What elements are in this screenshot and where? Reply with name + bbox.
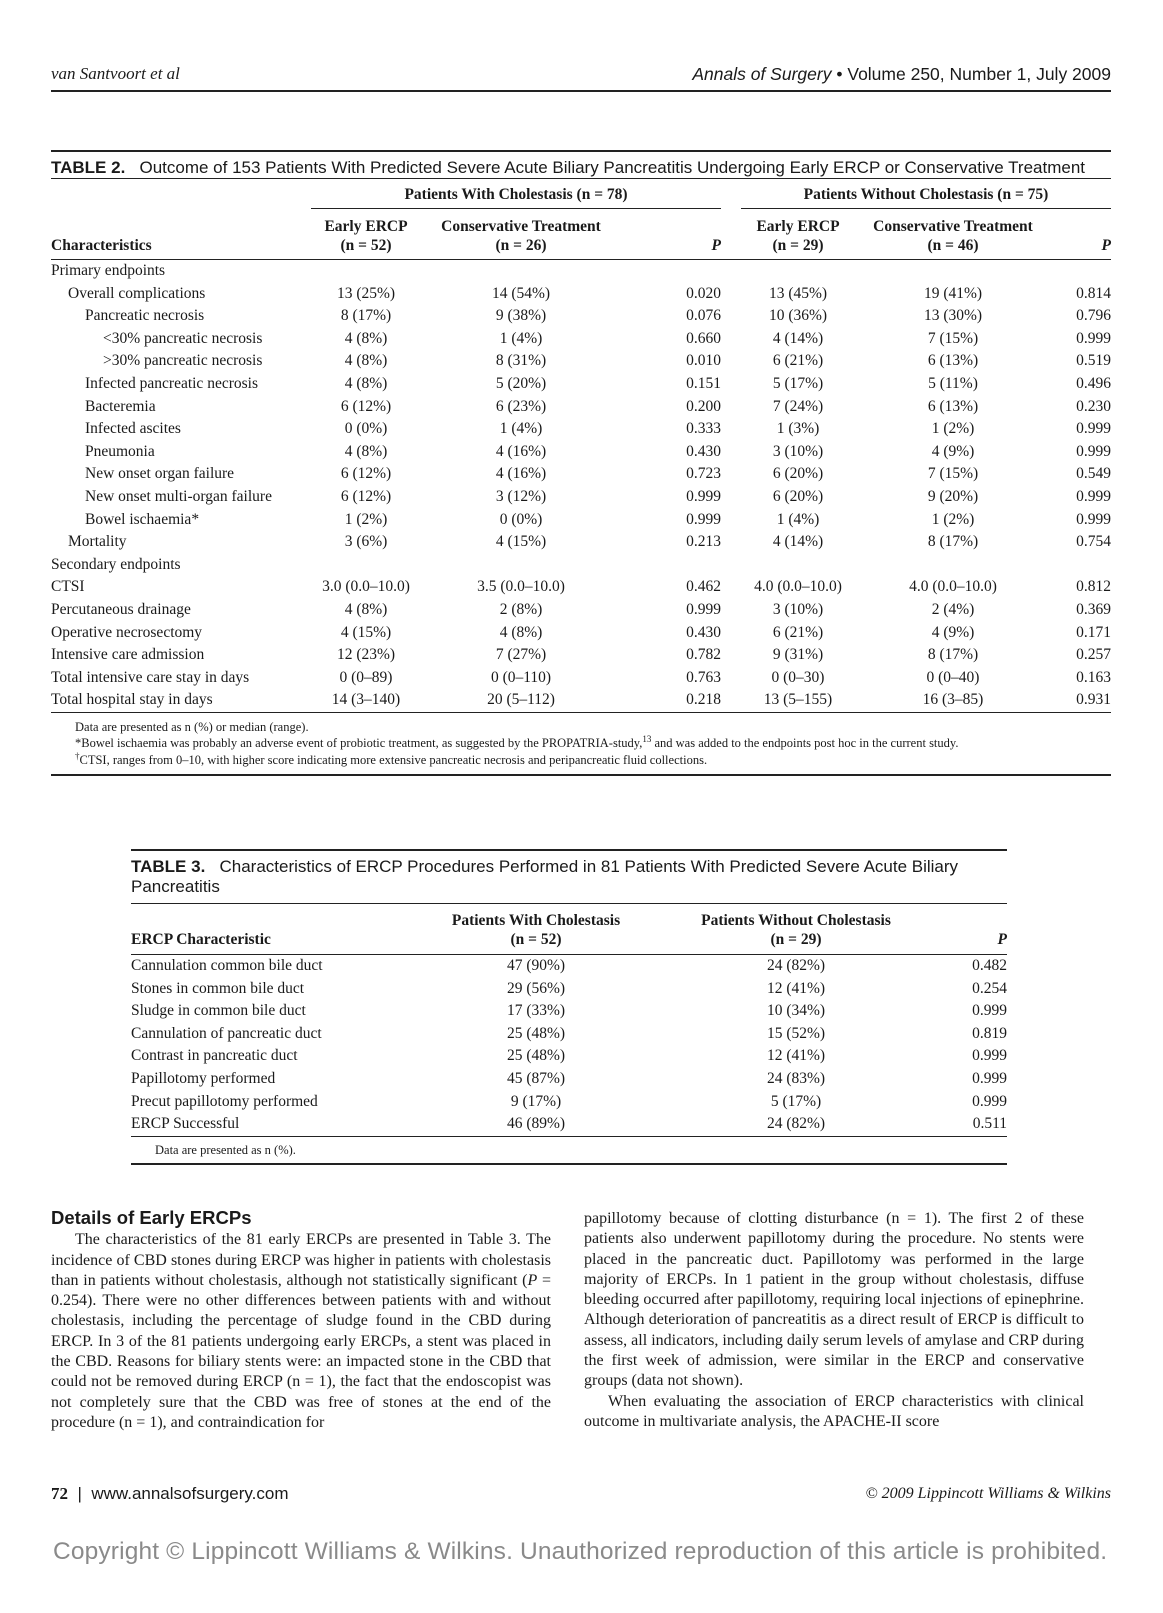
table-2-title: Outcome of 153 Patients With Predicted Severe Acute Biliary Pancreatitis Undergoing Early ERCP or Conservative Treatment xyxy=(139,158,1086,177)
row-label: Bowel ischaemia* xyxy=(85,510,200,528)
table-cell: 1 (4%) xyxy=(499,420,543,438)
table-cell: 0.333 xyxy=(686,420,721,438)
table-row xyxy=(131,978,1007,1001)
table-3-grid xyxy=(131,903,1007,1136)
table-cell: 46 (89%) xyxy=(506,1115,566,1133)
table-cell: 5 (17%) xyxy=(770,1092,822,1110)
table-cell xyxy=(741,260,855,283)
table-cell: 0.819 xyxy=(972,1024,1007,1042)
table-cell: 24 (82%) xyxy=(766,957,826,974)
row-label: Cannulation of pancreatic duct xyxy=(131,1024,322,1042)
row-label: Mortality xyxy=(68,533,127,551)
table-cell: 0 (0–110) xyxy=(490,668,552,686)
table-cell: 9 (31%) xyxy=(772,646,824,664)
table-2-col-conservative-1: Conservative Treatment (n = 26) xyxy=(441,218,601,254)
table-cell: 8 (31%) xyxy=(495,352,547,370)
table-row xyxy=(51,554,1111,577)
table-cell: 0.999 xyxy=(1076,510,1111,528)
table-cell: 0.369 xyxy=(1076,600,1111,618)
table-cell: 0.763 xyxy=(686,668,721,686)
section-heading: Details of Early ERCPs xyxy=(51,1207,252,1228)
table-2-col-conservative-2: Conservative Treatment (n = 46) xyxy=(873,218,1033,254)
row-label: <30% pancreatic necrosis xyxy=(103,329,263,347)
table-cell: 12 (23%) xyxy=(336,646,396,664)
table-row xyxy=(131,955,1007,978)
row-label: Primary endpoints xyxy=(51,262,166,279)
table-cell: 0.430 xyxy=(686,623,721,641)
table-cell: 0.660 xyxy=(686,329,721,347)
table-3-footnotes xyxy=(131,1136,1007,1166)
right-paragraph-1: papillotomy because of clotting disturbance (n = 1). The first 2 of these patients also underwent papillotomy during the procedure. No stents were placed in the pancreatic duct. Papillotomy was performed in the large majority of ERCPs. In 1 patient in the group without cholestasis, diffuse bleeding occurred after papillotomy, requiring local injections of epinephrine. Although deterioration of pancreatitis as a direct result of ERCP is difficult to assess, all indicators, including daily serum levels of amylase and CRP during the first week of admission, were similar in the ERCP and conservative groups (data not shown). xyxy=(584,1210,1084,1390)
row-label: Papillotomy performed xyxy=(131,1069,276,1087)
table-cell: 4 (8%) xyxy=(344,374,388,392)
table-cell: 17 (33%) xyxy=(506,1002,566,1020)
table-cell: 0.254 xyxy=(972,979,1007,997)
table-2-note-ctsi: †CTSI, ranges from 0–10, with higher score indicating more extensive pancreatic necrosis and peripancreatic fluid collections. xyxy=(75,750,708,767)
table-row xyxy=(51,576,1111,599)
table-2-group-no-cholestasis: Patients Without Cholestasis (n = 75) xyxy=(741,179,1111,209)
table-cell: 0.999 xyxy=(972,1002,1007,1020)
table-cell: 4 (8%) xyxy=(499,623,543,641)
table-cell: 4 (14%) xyxy=(772,329,824,347)
row-label: Sludge in common bile duct xyxy=(131,1002,306,1020)
table-cell: 12 (41%) xyxy=(766,979,826,997)
table-cell: 13 (25%) xyxy=(336,284,396,302)
table-cell: 25 (48%) xyxy=(506,1024,566,1042)
table-cell: 7 (15%) xyxy=(927,465,979,483)
table-row xyxy=(51,305,1111,328)
table-2-grid xyxy=(51,178,1111,712)
table-cell: 4 (16%) xyxy=(495,442,547,460)
table-cell: 0.999 xyxy=(972,1092,1007,1110)
row-label: Total hospital stay in days xyxy=(51,691,213,709)
table-cell: 0.999 xyxy=(1076,329,1111,347)
row-label: Percutaneous drainage xyxy=(51,600,191,618)
row-label: CTSI xyxy=(51,578,85,596)
row-label: Pancreatic necrosis xyxy=(85,307,205,325)
table-cell: 14 (3–140) xyxy=(331,691,401,709)
table-2-col-early-ercp-2: Early ERCP (n = 29) xyxy=(756,218,840,254)
table-row xyxy=(51,283,1111,306)
table-cell: 47 (90%) xyxy=(506,957,566,974)
table-cell: 24 (82%) xyxy=(766,1115,826,1133)
table-row xyxy=(51,531,1111,554)
table-3-title: Characteristics of ERCP Procedures Performed in 81 Patients With Predicted Severe Acute Biliary Pancreatitis xyxy=(131,857,959,896)
table-row xyxy=(51,599,1111,622)
table-cell: 4 (8%) xyxy=(344,329,388,347)
table-2 xyxy=(51,150,1111,776)
table-cell: 6 (20%) xyxy=(772,487,824,505)
table-cell: 0 (0–89) xyxy=(339,668,393,686)
table-cell: 0.723 xyxy=(686,465,721,483)
running-header xyxy=(51,62,1111,92)
table-row xyxy=(51,350,1111,373)
table-cell: 0.812 xyxy=(1076,578,1111,596)
table-cell: 3.0 (0.0–10.0) xyxy=(322,578,410,596)
table-cell: 0.999 xyxy=(686,510,721,528)
table-cell: 0.511 xyxy=(972,1115,1007,1133)
table-cell: 0 (0%) xyxy=(499,510,543,528)
table-cell: 2 (4%) xyxy=(931,600,975,618)
table-cell xyxy=(621,554,721,577)
table-row xyxy=(51,486,1111,509)
row-label: Secondary endpoints xyxy=(51,555,181,573)
table-cell: 0 (0–40) xyxy=(926,668,980,686)
table-cell: 10 (36%) xyxy=(768,307,828,325)
table-row xyxy=(51,463,1111,486)
table-cell: 14 (54%) xyxy=(491,284,551,302)
table-cell: 0.462 xyxy=(686,578,721,596)
table-3-label: TABLE 3. xyxy=(131,857,206,876)
table-cell xyxy=(855,554,1051,577)
left-column xyxy=(51,1208,551,1433)
table-cell: 6 (13%) xyxy=(927,352,979,370)
row-label: Total intensive care stay in days xyxy=(51,668,250,686)
row-label: Intensive care admission xyxy=(51,646,205,664)
table-cell: 4 (8%) xyxy=(344,352,388,370)
table-cell xyxy=(311,260,421,283)
footer-separator: | xyxy=(77,1484,82,1503)
table-cell xyxy=(421,554,621,577)
row-label: Stones in common bile duct xyxy=(131,979,305,997)
table-2-col-p-1: P xyxy=(711,237,721,254)
table-cell: 13 (30%) xyxy=(923,307,983,325)
table-cell xyxy=(1051,554,1111,577)
table-cell: 1 (2%) xyxy=(931,420,975,438)
table-row xyxy=(51,644,1111,667)
journal-name: Annals of Surgery xyxy=(692,64,832,84)
table-row xyxy=(51,328,1111,351)
table-cell xyxy=(1051,260,1111,283)
table-cell: 3 (10%) xyxy=(772,442,824,460)
table-cell: 2 (8%) xyxy=(499,600,543,618)
table-cell xyxy=(855,260,1051,283)
table-row xyxy=(131,1000,1007,1023)
table-cell xyxy=(421,260,621,283)
journal-issue: Volume 250, Number 1, July 2009 xyxy=(847,64,1111,84)
footer-copyright: © 2009 Lippincott Williams & Wilkins xyxy=(865,1485,1111,1502)
table-cell: 0.999 xyxy=(686,487,721,505)
table-cell: 5 (17%) xyxy=(772,374,824,392)
table-cell: 13 (45%) xyxy=(768,284,828,302)
right-paragraph-2: When evaluating the association of ERCP characteristics with clinical outcome in multivariate analysis, the APACHE-II score xyxy=(584,1392,1084,1430)
table-cell: 0.999 xyxy=(972,1069,1007,1087)
table-cell: 5 (11%) xyxy=(928,374,978,392)
row-label: >30% pancreatic necrosis xyxy=(103,352,263,370)
footer-page-info xyxy=(51,1484,288,1504)
table-cell: 45 (87%) xyxy=(506,1069,566,1087)
table-row xyxy=(51,418,1111,441)
footer-website: www.annalsofsurgery.com xyxy=(91,1484,289,1503)
right-column xyxy=(584,1209,1084,1432)
table-cell: 4 (14%) xyxy=(772,533,824,551)
row-label: Bacteremia xyxy=(85,397,156,415)
table-row xyxy=(51,622,1111,645)
table-cell: 7 (27%) xyxy=(495,646,547,664)
row-label: New onset organ failure xyxy=(85,465,235,483)
table-3-col-with-cholestasis: Patients With Cholestasis (n = 52) xyxy=(451,912,621,948)
table-row xyxy=(51,396,1111,419)
table-cell: 20 (5–112) xyxy=(487,691,555,709)
table-cell: 0.999 xyxy=(686,600,721,618)
row-label: Cannulation common bile duct xyxy=(131,957,323,974)
table-cell: 0.482 xyxy=(972,957,1007,974)
table-2-col-early-ercp-1: Early ERCP (n = 52) xyxy=(324,218,408,254)
table-cell: 3 (6%) xyxy=(344,533,388,551)
table-cell: 13 (5–155) xyxy=(763,691,833,709)
table-cell: 0.519 xyxy=(1076,352,1111,370)
table-cell: 7 (24%) xyxy=(772,397,824,415)
table-cell: 6 (13%) xyxy=(927,397,979,415)
table-cell: 6 (21%) xyxy=(772,352,824,370)
page-number: 72 xyxy=(51,1484,68,1503)
table-cell: 4 (8%) xyxy=(344,600,388,618)
table-cell: 0.931 xyxy=(1076,691,1111,709)
table-3 xyxy=(131,849,1007,1165)
table-cell: 16 (3–85) xyxy=(922,691,984,709)
table-2-group-cholestasis: Patients With Cholestasis (n = 78) xyxy=(311,179,721,209)
table-cell: 0.257 xyxy=(1076,646,1111,664)
row-label: Pneumonia xyxy=(85,442,155,460)
table-cell: 0.218 xyxy=(686,691,721,709)
table-row xyxy=(51,689,1111,712)
table-cell: 0.430 xyxy=(686,442,721,460)
table-cell: 0.010 xyxy=(686,352,721,370)
table-cell: 6 (12%) xyxy=(340,397,392,415)
table-2-note-data: Data are presented as n (%) or median (range). xyxy=(75,719,309,734)
table-cell: 3 (10%) xyxy=(772,600,824,618)
table-3-note-data: Data are presented as n (%). xyxy=(155,1142,296,1157)
table-cell xyxy=(621,260,721,283)
table-cell: 9 (17%) xyxy=(510,1092,562,1110)
table-2-footnotes xyxy=(51,712,1111,777)
table-cell: 0.076 xyxy=(686,307,721,325)
table-3-col-without-cholestasis: Patients Without Cholestasis (n = 29) xyxy=(701,912,891,948)
row-label: Contrast in pancreatic duct xyxy=(131,1047,298,1065)
table-row xyxy=(131,1068,1007,1091)
table-row xyxy=(131,1091,1007,1114)
table-cell: 0.754 xyxy=(1076,533,1111,551)
table-cell: 24 (83%) xyxy=(766,1069,826,1087)
table-row xyxy=(51,441,1111,464)
table-cell: 0.151 xyxy=(686,374,721,392)
table-cell: 1 (2%) xyxy=(344,510,388,528)
table-cell: 0.999 xyxy=(972,1047,1007,1065)
table-cell: 0.549 xyxy=(1076,465,1111,483)
table-cell: 3.5 (0.0–10.0) xyxy=(477,578,565,596)
table-3-body xyxy=(131,955,1007,1136)
table-2-note-bowel: *Bowel ischaemia was probably an adverse event of probiotic treatment, as suggested by the PROPATRIA-study,$^{13}$ and was added to the endpoints post hoc in the current study. xyxy=(75,734,959,751)
row-label: Infected pancreatic necrosis xyxy=(85,374,258,392)
table-cell: 0.496 xyxy=(1076,374,1111,392)
table-row xyxy=(51,373,1111,396)
left-paragraph: The characteristics of the 81 early ERCPs are presented in Table 3. The incidence of CBD stones during ERCP was higher in patients with cholestasis than in patients without cholestasis, although not statistically significant (P = 0.254). There were no other differences between patients with and without cholestasis, including the percentage of sludge found in the CBD during ERCP. In 3 of the 81 patients undergoing early ERCPs, a stent was placed in the CBD. Reasons for biliary stents were: an impacted stone in the CBD that could not be removed during ERCP (n = 1), the fact that the endoscopist was not completely sure that the CBD was free of stones at the end of the procedure (n = 1), and contraindication for xyxy=(51,1231,551,1431)
table-cell: 4.0 (0.0–10.0) xyxy=(754,578,842,596)
table-cell: 12 (41%) xyxy=(766,1047,826,1065)
table-row xyxy=(131,1113,1007,1136)
running-header-journal xyxy=(692,64,1111,85)
table-cell: 4 (9%) xyxy=(931,442,975,460)
table-cell: 0.200 xyxy=(686,397,721,415)
table-2-caption xyxy=(51,152,1111,178)
table-cell: 1 (2%) xyxy=(931,510,975,528)
table-cell: 29 (56%) xyxy=(506,979,566,997)
table-cell: 4 (16%) xyxy=(495,465,547,483)
table-cell: 6 (12%) xyxy=(340,487,392,505)
table-cell: 0.796 xyxy=(1076,307,1111,325)
table-3-col-characteristic: ERCP Characteristic xyxy=(131,931,271,948)
row-label: Operative necrosectomy xyxy=(51,623,203,641)
table-cell: 8 (17%) xyxy=(340,307,392,325)
table-cell: 19 (41%) xyxy=(923,284,983,302)
table-cell: 1 (3%) xyxy=(776,420,820,438)
table-cell: 7 (15%) xyxy=(927,329,979,347)
row-label: Infected ascites xyxy=(85,420,181,438)
table-3-col-p: P xyxy=(997,931,1007,948)
table-cell: 4.0 (0.0–10.0) xyxy=(909,578,997,596)
header-bullet: • xyxy=(836,64,843,84)
table-cell: 6 (12%) xyxy=(340,465,392,483)
table-cell: 0 (0–30) xyxy=(771,668,825,686)
table-2-label: TABLE 2. xyxy=(51,158,126,177)
table-row xyxy=(51,667,1111,690)
table-cell: 10 (34%) xyxy=(766,1002,826,1020)
row-label: Overall complications xyxy=(68,284,206,302)
table-cell: 0.999 xyxy=(1076,487,1111,505)
table-2-col-characteristics: Characteristics xyxy=(51,237,152,254)
table-cell: 4 (8%) xyxy=(344,442,388,460)
table-cell: 4 (9%) xyxy=(931,623,975,641)
table-cell: 0.999 xyxy=(1076,420,1111,438)
table-cell: 8 (17%) xyxy=(927,533,979,551)
table-cell: 0.814 xyxy=(1076,284,1111,302)
table-cell: 0.213 xyxy=(686,533,721,551)
table-cell xyxy=(311,554,421,577)
table-row xyxy=(131,1023,1007,1046)
table-cell: 4 (15%) xyxy=(495,533,547,551)
table-row xyxy=(51,260,1111,283)
table-cell: 0.999 xyxy=(1076,442,1111,460)
table-3-caption xyxy=(131,851,1007,897)
row-label: Precut papillotomy performed xyxy=(131,1092,318,1110)
table-cell: 6 (23%) xyxy=(495,397,547,415)
table-cell: 0.171 xyxy=(1076,623,1111,641)
table-cell: 5 (20%) xyxy=(495,374,547,392)
table-row xyxy=(51,509,1111,532)
row-label: New onset multi-organ failure xyxy=(85,487,272,505)
table-cell: 0.782 xyxy=(686,646,721,664)
table-cell xyxy=(741,554,855,577)
table-cell: 0.163 xyxy=(1076,668,1111,686)
table-cell: 0 (0%) xyxy=(344,420,388,438)
table-cell: 6 (20%) xyxy=(772,465,824,483)
table-cell: 8 (17%) xyxy=(927,646,979,664)
table-cell: 9 (38%) xyxy=(495,307,547,325)
table-cell: 3 (12%) xyxy=(495,487,547,505)
table-row xyxy=(131,1045,1007,1068)
table-2-col-p-2: P xyxy=(1101,237,1111,254)
row-label: ERCP Successful xyxy=(131,1115,240,1133)
table-cell: 15 (52%) xyxy=(766,1024,826,1042)
table-cell: 0.020 xyxy=(686,284,721,302)
table-cell: 1 (4%) xyxy=(776,510,820,528)
running-header-authors: van Santvoort et al xyxy=(51,64,180,83)
table-2-body xyxy=(51,260,1111,712)
table-cell: 4 (15%) xyxy=(340,623,392,641)
table-cell: 1 (4%) xyxy=(499,329,543,347)
table-cell: 6 (21%) xyxy=(772,623,824,641)
table-cell: 9 (20%) xyxy=(927,487,979,505)
copyright-watermark: Copyright © Lippincott Williams & Wilkins. Unauthorized reproduction of this article is prohibited. xyxy=(53,1538,1108,1565)
table-cell: 25 (48%) xyxy=(506,1047,566,1065)
table-cell: 0.230 xyxy=(1076,397,1111,415)
